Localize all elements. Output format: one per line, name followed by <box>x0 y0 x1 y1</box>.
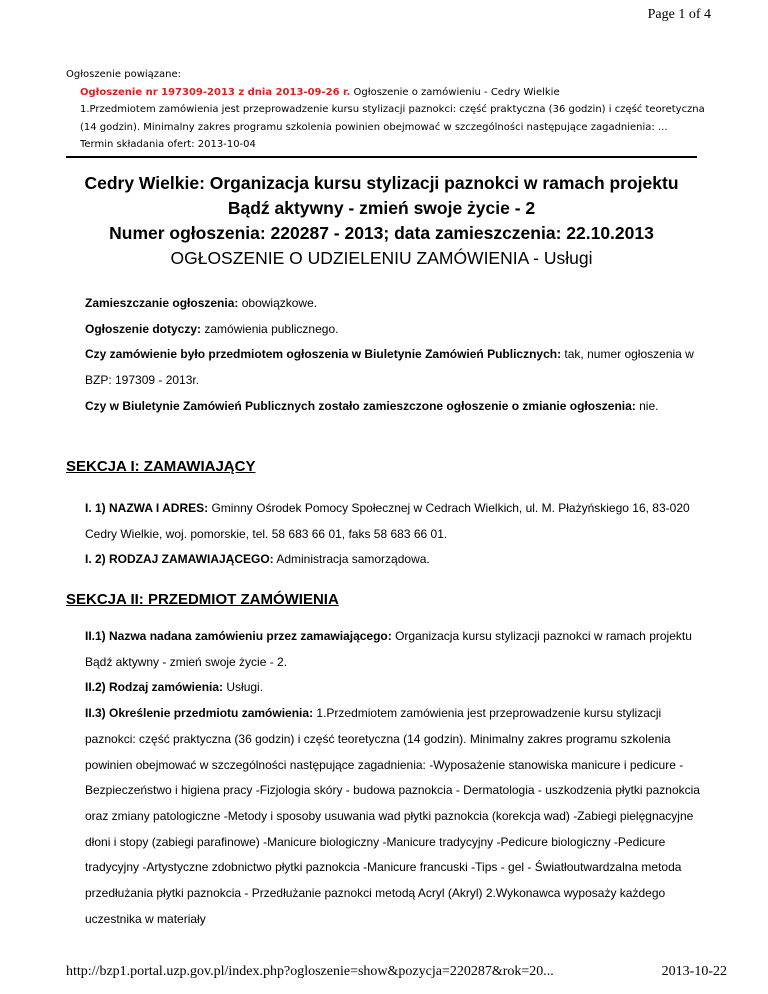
section-2-block <box>85 624 705 932</box>
horizontal-divider <box>66 156 697 158</box>
footer-date: 2013-10-22 <box>661 964 727 979</box>
page-subtitle: OGŁOSZENIE O UDZIELENIU ZAMÓWIENIA - Usługi <box>170 248 593 268</box>
intro-block <box>85 291 705 420</box>
related-notice <box>66 66 706 154</box>
related-heading: Ogłoszenie powiązane: <box>66 69 182 80</box>
section-item: I. 1) NAZWA I ADRES: Gminny Ośrodek Pomocy Społecznej w Cedrach Wielkich, ul. M. Płażyńskiego 16, 83-020 Cedry Wielkie, woj. pomorskie, tel. 58 683 66 01, faks 58 683 66 01. <box>85 501 690 541</box>
related-description: 1.Przedmiotem zamówienia jest przeprowadzenie kursu stylizacji paznokci: część praktyczna (36 godzin) i część teoretyczna (14 godzin). Minimalny zakres programu szkolenia powinien obejmować w szczególności następujące zagadnienia: ... <box>80 104 705 133</box>
related-deadline: Termin składania ofert: 2013-10-04 <box>80 139 256 150</box>
intro-item: Zamieszczanie ogłoszenia: obowiązkowe. <box>85 296 318 310</box>
intro-item: Czy w Biuletynie Zamówień Publicznych zostało zamieszczone ogłoszenie o zmianie ogłoszenia: nie. <box>85 398 659 413</box>
page-number: Page 1 of 4 <box>647 7 711 22</box>
section-item: II.1) Nazwa nadana zamówieniu przez zamawiającego: Organizacja kursu stylizacji paznokci w ramach projektu Bądź aktywny - zmień swoje życie - 2. <box>85 629 692 669</box>
section-item: II.3) Określenie przedmiotu zamówienia: 1.Przedmiotem zamówienia jest przeprowadzenie kursu stylizacji paznokci: część praktyczna (36 godzin) i część teoretyczna (14 godzin). Minimalny zakres programu szkolenia powinien obejmować w szczególności następujące zagadnienia: -Wyposażenie stanowiska manicure i pedicure -Bezpieczeństwo i higiena pracy -Fizjologia skóry - budowa paznokcia - Dermatologia - uszkodzenia płytki paznokcia oraz zmiany patologiczne -Metody i sposoby usuwania wad płytki paznokcia (korekcja wad) -Zabiegi pielęgnacyjne dłoni i stopy (zabiegi parafinowe) -Manicure biologiczny -Manicure tradycyjny -Pedicure biologiczny -Pedicure tradycyjny -Artystyczne zdobnictwo płytki paznokcia -Manicure francuski -Tips - gel - Światłoutwardzalna metoda przedłużania płytki paznokcia - Przedłużanie paznokci metodą Acryl (Akryl) 2.Wykonawca wyposaży każdego uczestnika w materiały <box>85 706 700 926</box>
section-1-heading: SEKCJA I: ZAMAWIAJĄCY <box>66 458 256 475</box>
related-notice-type: Ogłoszenie o zamówieniu - Cedry Wielkie <box>350 86 560 98</box>
page-title: Cedry Wielkie: Organizacja kursu stylizacji paznokci w ramach projektu Bądź aktywny - zmień swoje życie - 2 Numer ogłoszenia: 220287 - 2013; data zamieszczenia: 22.10.2013 <box>84 173 679 243</box>
section-2-heading: SEKCJA II: PRZEDMIOT ZAMÓWIENIA <box>66 591 339 608</box>
section-item: I. 2) RODZAJ ZAMAWIAJĄCEGO: Administracja samorządowa. <box>85 552 430 567</box>
intro-item: Ogłoszenie dotyczy: zamówienia publicznego. <box>85 321 339 336</box>
intro-item: Czy zamówienie było przedmiotem ogłoszenia w Biuletynie Zamówień Publicznych: tak, numer ogłoszenia w BZP: 197309 - 2013r. <box>85 347 694 388</box>
section-item: II.2) Rodzaj zamówienia: Usługi. <box>85 680 264 695</box>
footer-url: http://bzp1.portal.uzp.gov.pl/index.php?ogloszenie=show&pozycja=220287&rok=20... <box>66 964 554 979</box>
section-1-block <box>85 496 705 573</box>
related-notice-link[interactable]: Ogłoszenie nr 197309-2013 z dnia 2013-09-26 r. <box>80 86 351 98</box>
